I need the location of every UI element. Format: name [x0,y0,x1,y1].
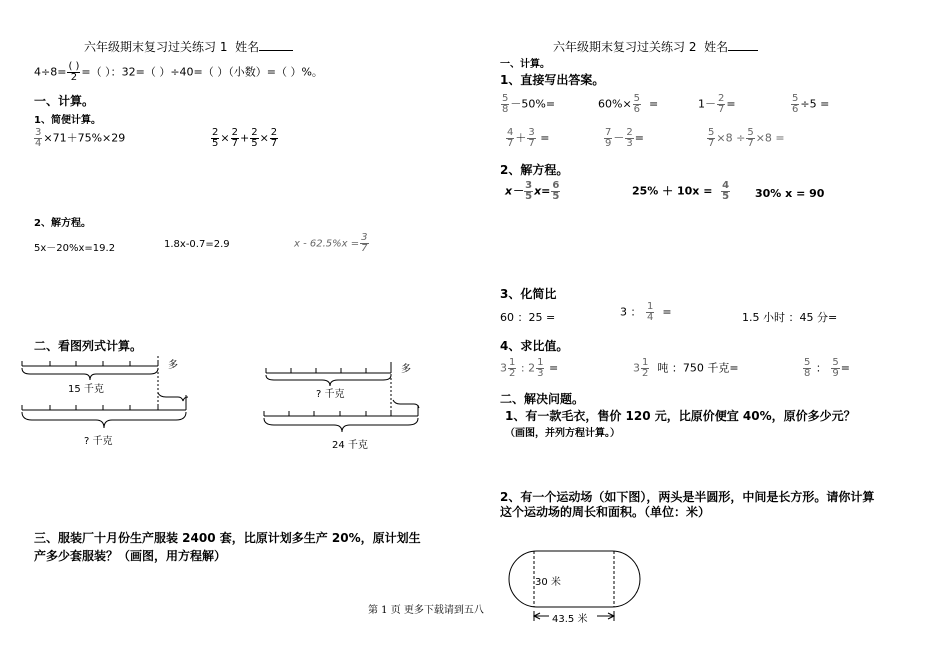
fraction: $\frac{2}{7}$ [270,127,278,149]
solve-equation-heading: 2、解方程。 [34,218,91,229]
direct-calc-3: 1－ $\frac{2}{7}$ = [698,93,736,115]
calc-item-2: $\frac{2}{5}$ × $\frac{2}{7}$ + $\frac{2}{5}$ × $\frac{2}{7}$ [212,127,278,149]
fraction: $\frac{2}{5}$ [251,127,258,149]
problem-2-line-2: 这个运动场的周长和面积。（单位：米） [500,505,711,519]
diagram-1-bottom-label: ? 千克 [84,436,113,447]
word-problem-line-2: 产多少套服装？（画图，用方程解） [34,549,227,563]
fraction: $\frac{( )}{2}$ [68,61,80,83]
direct-calc-5: $\frac{4}{7}$ ＋ $\frac{3}{7}$ = [507,127,550,149]
ratio-value-1: 3 $\frac{1}{2}$ : 2 $\frac{1}{3}$ = [500,357,559,379]
fraction: $\frac{3}{4}$ [35,127,42,149]
direct-calc-6: $\frac{7}{9}$ － $\frac{2}{3}$ = [605,127,644,149]
simplify-ratio-heading: 3、化简比 [500,287,557,301]
ratio-3: 1.5 小时 ：45 分= [742,311,838,324]
ratio-value-2: 3 $\frac{1}{2}$ 吨 ：750 千克= [633,357,739,379]
right-calc-heading: 一、计算。 [500,59,550,70]
direct-calc-4: $\frac{5}{6}$ ÷5 = [792,93,830,115]
direct-calc-7: $\frac{5}{7}$ ×8 ÷ $\frac{5}{7}$ ×8 = [708,127,785,149]
equation-1: 5x－20%x=19.2 [34,243,116,254]
calc-item-1: $\frac{3}{4}$ ×71＋75%×29 [35,127,126,149]
diagram-1-top-label: 15 千克 [68,384,104,395]
diagram-2-top-label: ? 千克 [316,389,345,400]
problem-2-line-1: 2、有一个运动场（如下图），两头是半圆形，中间是长方形。请你计算 [500,490,875,504]
solve-problems-heading: 二、解决问题。 [500,392,585,406]
right-equation-2: 25% ＋ 10x = $\frac{4}{5}$ [632,180,730,202]
direct-answer-heading: 1、直接写出答案。 [500,73,605,87]
ratio-1: 60 ：25 = [500,311,556,324]
direct-calc-1: $\frac{5}{8}$ －50%= [502,93,556,115]
problem-1-line-2: （画图，并列方程计算。） [505,428,620,439]
right-equation-3: 30% x = 90 [755,187,825,200]
word-problem-line-1: 三、服装厂十月份生产服装 2400 套，比原计划多生产 20%，原计划生 [34,531,421,545]
simple-calc-heading: 1、简便计算。 [34,115,101,126]
equation-2: 1.8x-0.7=2.9 [164,239,230,250]
diagram-1-extra-label: 多 [168,360,178,371]
ratio-2: 3 ： $\frac{1}{4}$ = [620,301,672,323]
fill-blank-question: 4÷8= $\frac{( )}{2}$ =（ ）：32=（ ）÷40=（ ）（小数）=（ ）%。 [34,61,323,83]
left-page-title: 六年级期末复习过关练习 1 姓名 [84,38,293,55]
ratio-value-heading: 4、求比值。 [500,339,569,353]
problem-1-line-1: 1、有一款毛衣，售价 120 元，比原价便宜 40%，原价多少元？ [505,409,856,423]
fraction: $\frac{3}{7}$ [361,232,368,254]
diagram-section-heading: 二、看图列式计算。 [34,339,143,353]
right-equation-1: x－ $\frac{3}{5}$ x= $\frac{6}{5}$ [505,180,560,202]
track-length-label: 43.5 米 [552,614,588,625]
diagram-2-bottom-label: 24 千克 [332,440,368,451]
diagram-2-extra-label: 多 [401,364,411,375]
ratio-value-3: $\frac{5}{8}$ ： $\frac{5}{9}$ = [804,357,850,379]
right-equation-heading: 2、解方程。 [500,163,569,177]
right-page-title: 六年级期末复习过关练习 2 姓名 [553,38,758,55]
fraction: $\frac{2}{7}$ [231,127,238,149]
equation-3: x - 62.5%x = $\frac{3}{7}$ [294,232,368,254]
page-footer: 第 1 页 更多下载请到五八 [368,605,484,616]
fraction: $\frac{2}{5}$ [212,127,219,149]
section-calc-heading: 一、计算。 [34,94,95,108]
track-width-label: 30 米 [535,577,561,588]
direct-calc-2: 60%× $\frac{5}{6}$ = [598,93,659,115]
